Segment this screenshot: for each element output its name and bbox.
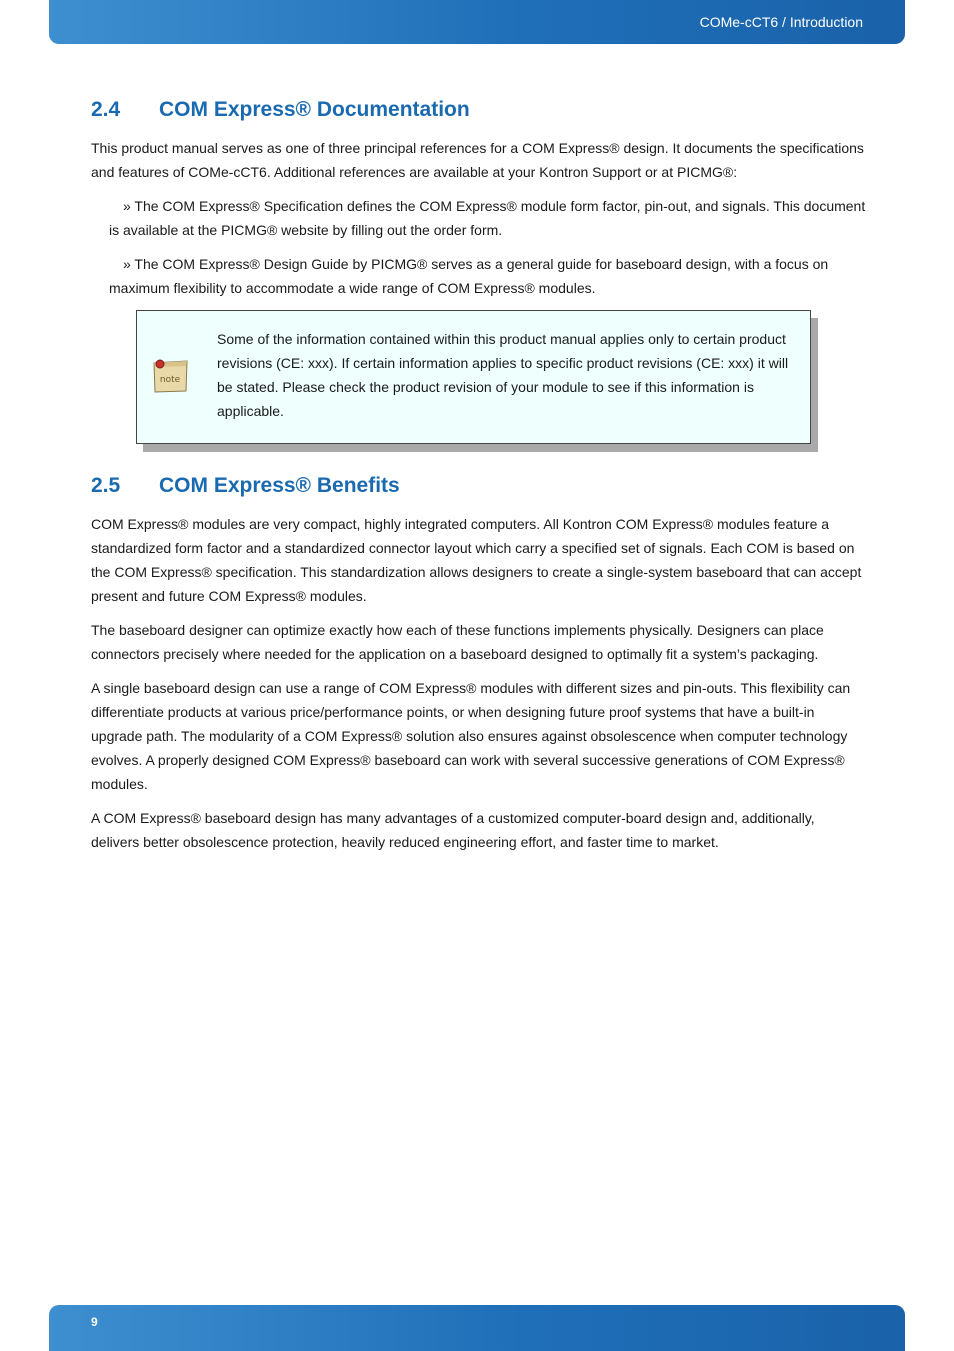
bullet-specification: » The COM Express® Specification defines the COM Express® module form factor, pin-out, and signals. This document is available at the PICMG® website by filling out the order form. xyxy=(109,198,866,238)
note-icon xyxy=(151,355,189,395)
page-number: 9 xyxy=(91,1315,98,1329)
header-bar xyxy=(49,0,905,44)
benefits-paragraph-2: The baseboard designer can optimize exactly how each of these functions implements physically. Designers can place connectors precisely where needed for the application on a baseboard designed to optimally fit a system’s packaging. xyxy=(91,622,824,662)
benefits-paragraph-4: A COM Express® baseboard design has many advantages of a customized computer-board design and, additionally, delivers better obsolescence protection, heavily reduced engineering effort, and faster time to market. xyxy=(91,810,815,850)
note-text: Some of the information contained within this product manual applies only to certain product revisions (CE: xxx). If certain information applies to specific product revisions (CE: xxx) it will be stated. Please check the product revision of your module to see if this information is applicable. xyxy=(217,331,789,419)
bullet-design-guide: » The COM Express® Design Guide by PICMG® serves as a general guide for baseboard design, with a focus on maximum flexibility to accommodate a wide range of COM Express® modules. xyxy=(109,256,829,296)
section-title: COM Express® Documentation xyxy=(159,98,470,121)
documentation-intro: This product manual serves as one of three principal references for a COM Express® design. It documents the specifications and features of COMe-cCT6. Additional references are available at your Kontron Support or at PICMG®: xyxy=(91,140,864,180)
section-heading-benefits xyxy=(91,470,866,502)
note-icon-label: note xyxy=(159,375,181,385)
section-title: COM Express® Benefits xyxy=(159,474,400,497)
footer-bar xyxy=(49,1305,905,1351)
benefits-paragraph-1: COM Express® modules are very compact, highly integrated computers. All Kontron COM Express® modules feature a standardized form factor and a standardized connector layout which carry a specified set of signals. Each COM is based on the COM Express® specification. This standardization allows designers to create a single-system baseboard that can accept present and future COM Express® modules. xyxy=(91,516,862,604)
note-callout xyxy=(136,310,811,444)
section-number: 2.5 xyxy=(91,474,121,497)
page-content xyxy=(91,94,866,864)
note-box xyxy=(136,310,811,444)
section-number: 2.4 xyxy=(91,98,121,121)
document-title: COMe-cCT6 / Introduction xyxy=(699,14,863,30)
benefits-paragraph-3: A single baseboard design can use a range of COM Express® modules with different sizes and pin-outs. This flexibility can differentiate products at various price/performance points, or when designing future proof systems that have a built-in upgrade path. The modularity of a COM Express® solution also ensures against obsolescence when computer technology evolves. A properly designed COM Express® baseboard can work with several successive generations of COM Express® modules. xyxy=(91,680,851,792)
section-heading-documentation xyxy=(91,94,866,126)
